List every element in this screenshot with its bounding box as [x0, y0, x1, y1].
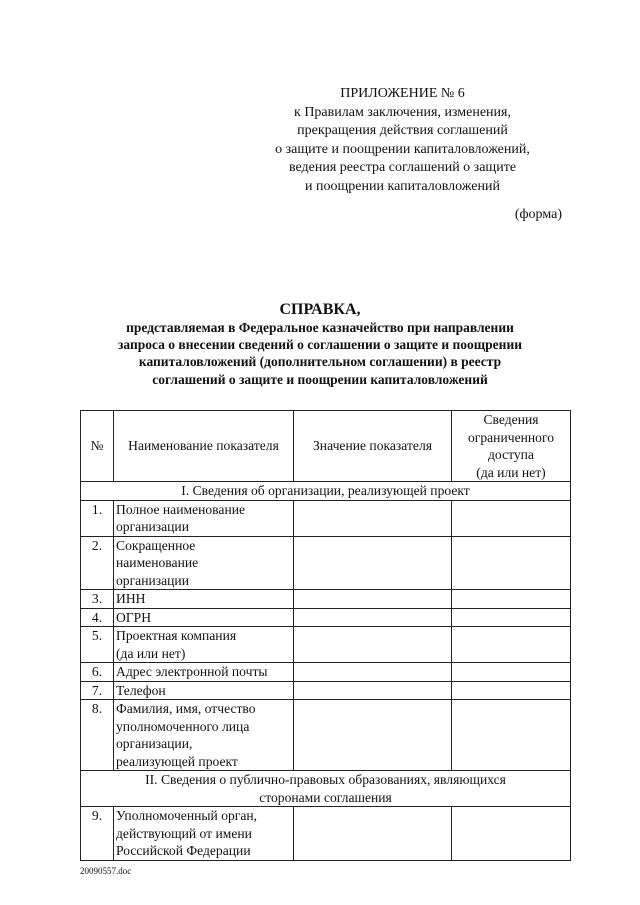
table-row	[81, 627, 571, 663]
subtitle-line: представляемая в Федеральное казначейство при направлении	[126, 320, 514, 335]
table-row	[81, 536, 571, 590]
row-indicator	[114, 807, 294, 861]
table-header-row	[81, 411, 571, 482]
appendix-line: и поощрении капиталовложений	[305, 178, 500, 194]
indicator-line: ОГРН	[116, 609, 152, 625]
value-cell[interactable]	[294, 681, 452, 700]
table-row	[81, 663, 571, 682]
table-row	[81, 608, 571, 627]
value-cell[interactable]	[294, 608, 452, 627]
row-indicator	[114, 500, 294, 536]
value-cell[interactable]	[294, 663, 452, 682]
row-number: 5.	[81, 627, 114, 663]
indicator-line: ИНН	[116, 591, 146, 606]
indicator-line: Российской Федерации	[116, 843, 251, 858]
indicator-line: организации,	[116, 736, 193, 751]
row-number: 1.	[81, 500, 114, 536]
row-number: 2.	[81, 536, 114, 590]
row-number: 4.	[81, 608, 114, 627]
row-indicator	[114, 700, 294, 771]
appendix-line: о защите и поощрении капиталовложений,	[275, 141, 530, 157]
subtitle-line: капиталовложений (дополнительном соглашении) в реестр	[138, 354, 502, 370]
indicator-line: Сокращенное	[116, 537, 196, 553]
header-restricted-line: ограниченного	[467, 429, 554, 445]
form-label: (форма)	[514, 207, 562, 222]
indicator-line: Полное наименование	[116, 501, 246, 517]
value-cell[interactable]	[294, 627, 452, 663]
header-restricted-line: доступа	[488, 447, 534, 462]
footer-filename: 20090557.doc	[80, 866, 132, 876]
header-name: Наименование показателя	[114, 411, 294, 482]
value-cell[interactable]	[294, 590, 452, 609]
indicator-line: (да или нет)	[116, 645, 186, 661]
table-row	[81, 807, 571, 861]
section-row	[81, 482, 571, 501]
section-line: сторонами соглашения	[259, 789, 392, 805]
indicator-line: Уполномоченный орган,	[116, 808, 258, 823]
appendix-line: к Правилам заключения, изменения,	[294, 104, 511, 120]
value-cell[interactable]	[294, 536, 452, 590]
header-restricted-line: Сведения	[483, 412, 539, 427]
document-subtitle	[80, 319, 560, 388]
restricted-cell[interactable]	[452, 700, 571, 771]
row-number: 8.	[81, 700, 114, 771]
row-indicator	[114, 627, 294, 663]
indicator-line: наименование	[116, 555, 199, 570]
table-row	[81, 500, 571, 536]
appendix-heading	[250, 85, 555, 196]
row-indicator	[114, 663, 294, 682]
row-indicator	[114, 590, 294, 609]
row-indicator	[114, 536, 294, 590]
row-number: 6.	[81, 663, 114, 682]
row-indicator	[114, 681, 294, 700]
restricted-cell[interactable]	[452, 663, 571, 682]
indicator-line: реализующей проект	[116, 753, 238, 769]
indicator-line: Проектная компания	[116, 628, 237, 643]
value-cell[interactable]	[294, 700, 452, 771]
value-cell[interactable]	[294, 807, 452, 861]
section-row	[81, 771, 571, 807]
header-value: Значение показателя	[294, 411, 452, 482]
row-number: 3.	[81, 590, 114, 609]
section-heading	[81, 771, 571, 807]
restricted-cell[interactable]	[452, 608, 571, 627]
info-table	[80, 410, 571, 861]
value-cell[interactable]	[294, 500, 452, 536]
appendix-line: ведения реестра соглашений о защите	[288, 160, 517, 175]
restricted-cell[interactable]	[452, 536, 571, 590]
appendix-line: прекращения действия соглашений	[297, 123, 508, 138]
restricted-cell[interactable]	[452, 590, 571, 609]
section-heading: I. Сведения об организации, реализующей проект	[81, 482, 571, 501]
indicator-line: Телефон	[116, 682, 166, 698]
restricted-cell[interactable]	[452, 681, 571, 700]
indicator-line: организации	[116, 572, 189, 588]
table-row	[81, 681, 571, 700]
row-number: 7.	[81, 681, 114, 700]
header-restricted-line: (да или нет)	[476, 464, 546, 480]
row-indicator	[114, 608, 294, 627]
restricted-cell[interactable]	[452, 500, 571, 536]
header-restricted	[452, 411, 571, 482]
appendix-line: ПРИЛОЖЕНИЕ № 6	[340, 86, 465, 101]
subtitle-line: соглашений о защите и поощрении капиталовложений	[152, 371, 488, 387]
restricted-cell[interactable]	[452, 807, 571, 861]
indicator-line: Фамилия, имя, отчество	[116, 701, 256, 716]
document-title: СПРАВКА,	[279, 301, 361, 318]
subtitle-line: запроса о внесении сведений о соглашении о защите и поощрении	[117, 337, 523, 353]
indicator-line: Адрес электронной почты	[116, 664, 268, 679]
indicator-line: уполномоченного лица	[116, 718, 250, 734]
indicator-line: организации	[116, 519, 189, 534]
indicator-line: действующий от имени	[116, 825, 252, 841]
restricted-cell[interactable]	[452, 627, 571, 663]
section-line: II. Сведения о публично-правовых образованиях, являющихся	[145, 772, 506, 787]
table-row	[81, 590, 571, 609]
row-number: 9.	[81, 807, 114, 861]
table-row	[81, 700, 571, 771]
header-num: №	[81, 411, 114, 482]
